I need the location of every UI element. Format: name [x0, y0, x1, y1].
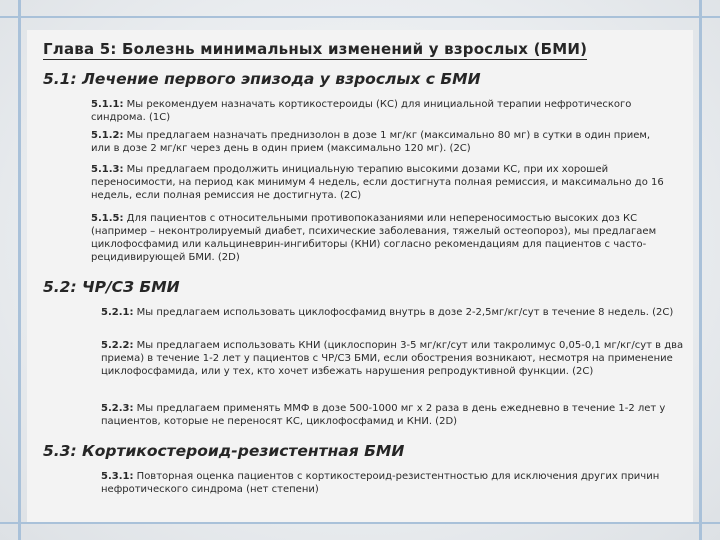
item-number: 5.2.2: [101, 340, 134, 351]
decorative-frame-line-left [18, 0, 21, 540]
decorative-frame-line-bottom [0, 522, 720, 524]
item-text: Мы предлагаем использовать КНИ (циклоспорин 3-5 мг/кг/сут или такролимус 0,05-0,1 мг/кг/сут в два приема) в течение 1-2 лет у пациентов с ЧР/СЗ БМИ, если обострения возникают, несмотря на применение циклофосфамида, или у тех, кто хочет избежать нарушения репродуктивной функции. (2C) [101, 340, 684, 377]
decorative-frame-line-right [699, 0, 702, 540]
section-heading-5-2: 5.2: ЧР/СЗ БМИ [43, 278, 180, 296]
item-text: Мы предлагаем применять ММФ в дозе 500-1000 мг х 2 раза в день ежедневно в течение 1-2 лет у пациентов, которые не переносят КС, циклофосфамид и КНИ. (2D) [101, 403, 666, 427]
recommendation-5-2-3 [101, 402, 687, 428]
item-number: 5.1.1: [91, 99, 124, 110]
item-number: 5.1.5: [91, 213, 124, 224]
section-heading-5-1: 5.1: Лечение первого эпизода у взрослых с БМИ [43, 70, 481, 88]
recommendation-5-2-1 [101, 306, 687, 319]
section-heading-5-3: 5.3: Кортикостероид-резистентная БМИ [43, 442, 405, 460]
decorative-frame-line-top [0, 16, 720, 18]
item-text: Мы предлагаем назначать преднизолон в дозе 1 мг/кг (максимально 80 мг) в сутки в один прием, или в дозе 2 мг/кг через день в один прием (максимально 120 мг). (2C) [91, 130, 651, 154]
item-text: Мы предлагаем продолжить инициальную терапию высокими дозами КС, при их хорошей переносимости, на период как минимум 4 недель, если достигнута полная ремиссия, и максимально до 16 недель, если полная ремиссия не достигнута. (2C) [91, 164, 664, 201]
recommendation-5-3-1 [101, 470, 687, 496]
recommendation-5-1-3 [91, 163, 681, 202]
item-text: Повторная оценка пациентов с кортикостероид-резистентностью для исключения других причин нефротического синдрома (нет степени) [101, 471, 660, 495]
item-number: 5.2.1: [101, 307, 134, 318]
item-text: Для пациентов с относительными противопоказаниями или непереносимостью высоких доз КС (например – неконтролируемый диабет, психические заболевания, тяжелый остеопороз), мы предлагаем циклофосфамид или кальциневрин-ингибиторы (КНИ) согласно рекомендациям для пациентов с часто-рецидивирующей БМИ. (2D) [91, 213, 657, 263]
recommendation-5-1-2 [91, 129, 671, 155]
item-text: Мы рекомендуем назначать кортикостероиды (КС) для инициальной терапии нефротического синдрома. (1C) [91, 99, 632, 123]
slide-panel [27, 30, 693, 522]
item-number: 5.2.3: [101, 403, 134, 414]
recommendation-5-1-1 [91, 98, 671, 124]
recommendation-5-2-2 [101, 339, 687, 378]
recommendation-5-1-5 [91, 212, 671, 264]
item-text: Мы предлагаем использовать циклофосфамид внутрь в дозе 2-2,5мг/кг/сут в течение 8 недель. (2C) [136, 307, 674, 318]
item-number: 5.3.1: [101, 471, 134, 482]
item-number: 5.1.2: [91, 130, 124, 141]
item-number: 5.1.3: [91, 164, 124, 175]
chapter-title: Глава 5: Болезнь минимальных изменений у взрослых (БМИ) [43, 40, 588, 58]
